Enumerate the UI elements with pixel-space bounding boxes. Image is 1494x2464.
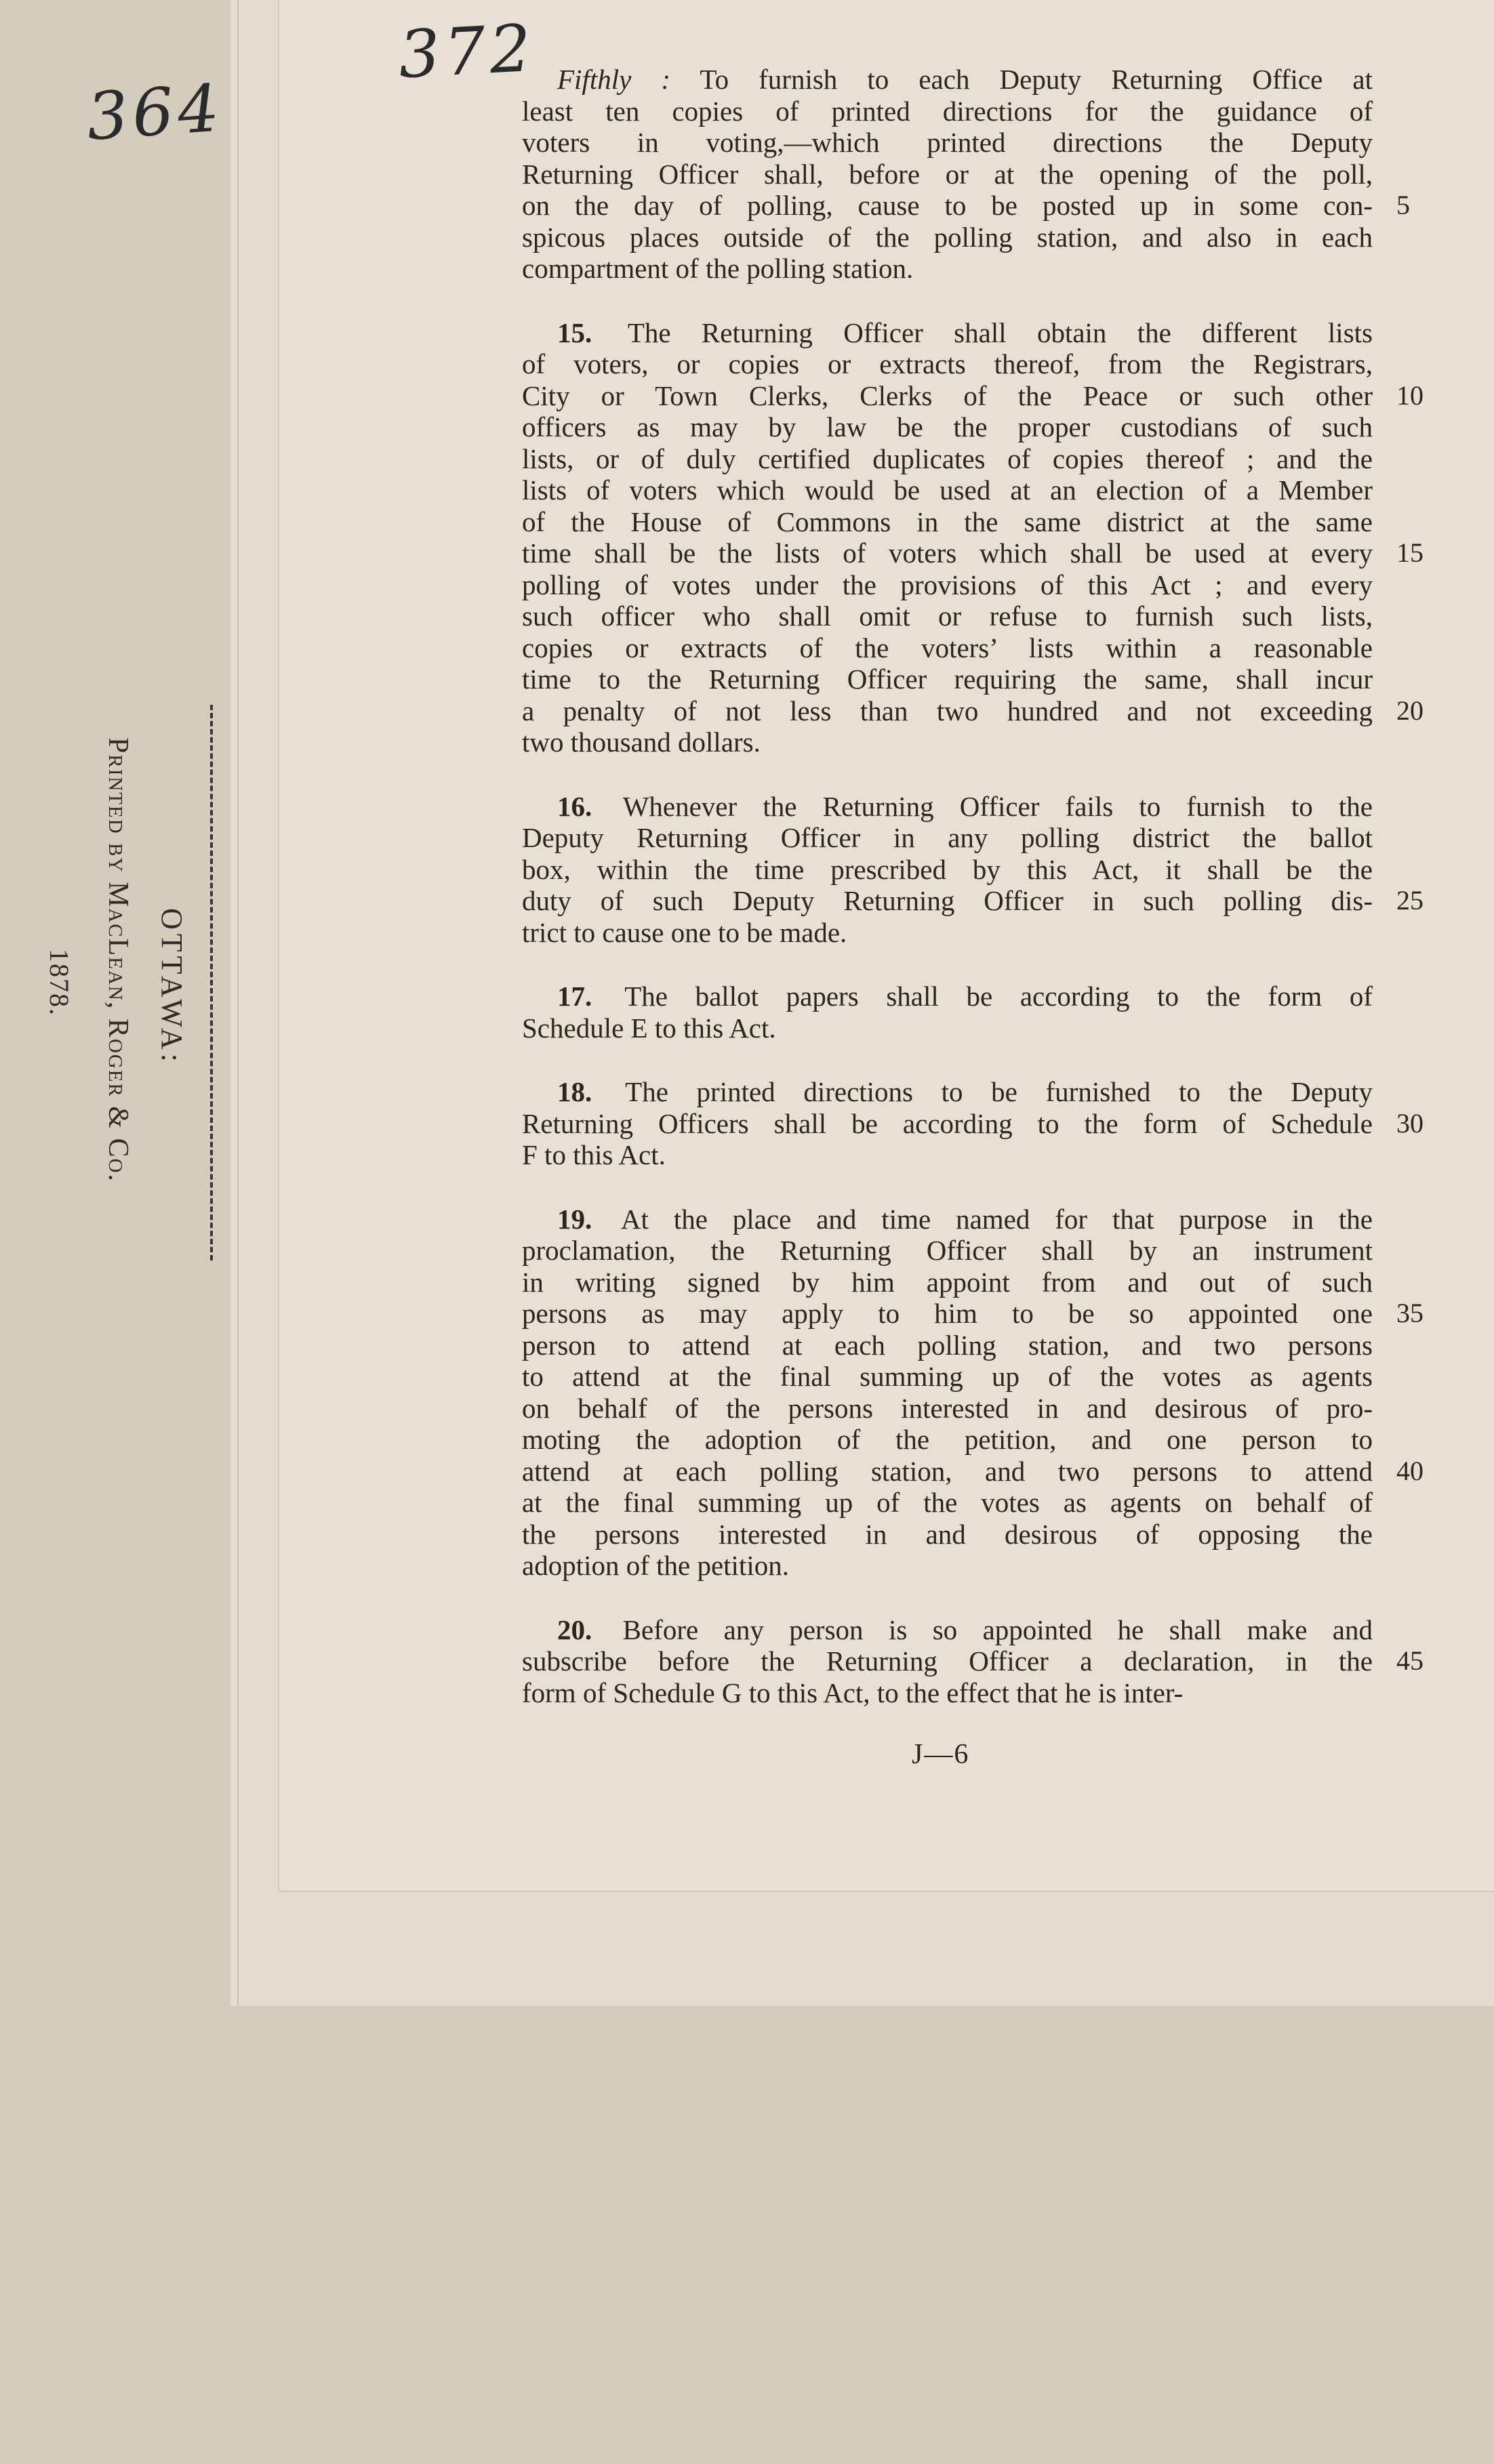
line-text: of voters, or copies or extracts thereof, from the Registrars, <box>522 348 1373 379</box>
section-number: 16. <box>557 790 592 822</box>
line-text: least ten copies of printed directions for the guidance of <box>522 95 1373 127</box>
text-line <box>522 663 1373 695</box>
margin-line-number: 30 <box>1396 1107 1424 1138</box>
line-text: officers as may by law be the proper custodians of such <box>522 411 1373 443</box>
margin-line-number: 25 <box>1396 885 1424 916</box>
text-line <box>522 917 1373 949</box>
line-text: to attend at the final summing up of the votes as agents <box>522 1361 1373 1392</box>
text-line <box>522 1550 1373 1582</box>
line-text: Returning Officers shall be according to the form of Schedule <box>522 1107 1373 1139</box>
imprint-city: OTTAWA: <box>155 908 188 1066</box>
text-line <box>522 1204 1373 1235</box>
margin-line-number: 40 <box>1396 1455 1424 1486</box>
text-line <box>522 632 1373 664</box>
line-text: copies or extracts of the voters’ lists within a reasonable <box>522 632 1373 663</box>
line-text: trict to cause one to be made. <box>522 916 847 948</box>
text-line <box>522 1076 1373 1108</box>
line-text: To furnish to each Deputy Returning Office at <box>700 64 1373 95</box>
text-line <box>522 96 1373 127</box>
section-number: 19. <box>557 1203 592 1235</box>
text-line <box>522 474 1373 506</box>
text-line <box>522 1235 1373 1267</box>
margin-line-number: 20 <box>1396 695 1424 726</box>
margin-line-number: 45 <box>1396 1645 1424 1676</box>
line-text: City or Town Clerks, Clerks of the Peace or such other <box>522 379 1373 411</box>
text-line <box>522 317 1373 349</box>
text-line <box>522 569 1373 601</box>
section-number: 15. <box>557 316 592 348</box>
line-text: persons as may apply to him to be so appointed one <box>522 1298 1373 1329</box>
line-text: duty of such Deputy Returning Officer in such polling dis- <box>522 885 1373 916</box>
line-text: At the place and time named for that purpose in the <box>620 1203 1373 1235</box>
text-line <box>522 791 1373 823</box>
imprint-printer: Printed by MacLean, Roger & Co. <box>102 737 134 1183</box>
line-text: in writing signed by him appoint from and out of such <box>522 1266 1373 1298</box>
line-text: such officer who shall omit or refuse to furnish such lists, <box>522 600 1373 632</box>
line-text: The Returning Officer shall obtain the different lists <box>627 316 1373 348</box>
text-line <box>522 1298 1424 1330</box>
line-text: compartment of the polling station. <box>522 253 914 284</box>
section-paragraph <box>522 790 1424 949</box>
text-line <box>522 379 1424 412</box>
imprint-year: 1878. <box>44 949 75 1017</box>
text-line <box>522 1330 1373 1361</box>
imprint-rule <box>210 705 213 1260</box>
line-text: proclamation, the Returning Officer shall by an instrument <box>522 1235 1373 1266</box>
text-line <box>522 885 1424 917</box>
line-text: lists, or of duly certified duplicates of copies thereof ; and the <box>522 443 1373 474</box>
text-line <box>522 506 1373 538</box>
margin-line-number: 10 <box>1396 379 1424 411</box>
line-text: moting the adoption of the petition, and one person to <box>522 1424 1373 1455</box>
line-text: polling of votes under the provisions of this Act ; and every <box>522 569 1373 600</box>
line-text: Whenever the Returning Officer fails to furnish to the <box>622 790 1373 822</box>
text-line <box>522 854 1373 886</box>
handwritten-folio-secondary: 372 <box>397 9 538 94</box>
line-text: subscribe before the Returning Officer a declaration, in the <box>522 1645 1373 1677</box>
line-text: Returning Officer shall, before or at the opening of the poll, <box>522 158 1373 190</box>
text-line <box>522 1012 1373 1044</box>
text-line <box>522 726 1373 758</box>
margin-line-number: 15 <box>1396 537 1424 568</box>
document-body <box>522 64 1424 1708</box>
text-line <box>522 443 1373 475</box>
text-line <box>522 1393 1373 1424</box>
section-paragraph <box>522 1614 1424 1709</box>
line-text: the persons interested in and desirous of opposing the <box>522 1518 1373 1550</box>
text-line <box>522 1455 1424 1487</box>
line-text: on the day of polling, cause to be posted up in some con- <box>522 190 1373 221</box>
text-line <box>522 64 1373 96</box>
line-text: at the final summing up of the votes as agents on behalf of <box>522 1487 1373 1518</box>
line-text: box, within the time prescribed by this Act, it shall be the <box>522 853 1373 885</box>
text-line <box>522 1614 1373 1646</box>
line-text: The ballot papers shall be according to the form of <box>624 981 1373 1012</box>
line-text: two thousand dollars. <box>522 726 761 758</box>
line-text: person to attend at each polling station, and two persons <box>522 1329 1373 1361</box>
margin-line-number: 5 <box>1396 190 1410 220</box>
signature-mark: J—6 <box>912 1739 970 1770</box>
text-line <box>522 127 1373 159</box>
text-line <box>522 348 1373 380</box>
line-text: Schedule E to this Act. <box>522 1012 776 1044</box>
text-line <box>522 981 1373 1012</box>
margin-line-number: 35 <box>1396 1298 1424 1328</box>
text-line <box>522 411 1373 443</box>
lead-heading: Fifthly : <box>557 64 671 95</box>
line-text: form of Schedule G to this Act, to the effect that he is inter- <box>522 1677 1184 1708</box>
section-paragraph <box>522 1076 1424 1171</box>
section-paragraph <box>522 64 1410 285</box>
text-line <box>522 253 1373 285</box>
text-line <box>522 222 1373 253</box>
handwritten-folio-primary: 364 <box>84 70 226 155</box>
section-number: 17. <box>557 981 592 1012</box>
section-number: 20. <box>557 1614 592 1645</box>
line-text: voters in voting,—which printed directions the Deputy <box>522 127 1373 158</box>
text-line <box>522 537 1424 569</box>
line-text: Deputy Returning Officer in any polling district the ballot <box>522 822 1373 853</box>
text-line <box>522 1487 1373 1519</box>
text-line <box>522 600 1373 632</box>
section-paragraph <box>522 1203 1424 1582</box>
text-line <box>522 695 1424 727</box>
text-line <box>522 822 1373 854</box>
line-text: F to this Act. <box>522 1139 666 1170</box>
text-line <box>522 190 1410 222</box>
section-number: 18. <box>557 1076 592 1107</box>
section-paragraph <box>522 316 1424 758</box>
text-line <box>522 1107 1424 1140</box>
line-text: The printed directions to be furnished to the Deputy <box>625 1076 1373 1107</box>
text-line <box>522 1424 1373 1456</box>
text-line <box>522 1267 1373 1298</box>
line-text: on behalf of the persons interested in and desirous of pro- <box>522 1392 1373 1424</box>
section-paragraph <box>522 981 1373 1044</box>
line-text: lists of voters which would be used at an election of a Member <box>522 474 1373 506</box>
text-line <box>522 1677 1373 1709</box>
line-text: a penalty of not less than two hundred and not exceeding <box>522 695 1373 726</box>
text-line <box>522 1645 1424 1677</box>
text-line <box>522 1139 1373 1171</box>
text-line <box>522 1361 1373 1393</box>
line-text: Before any person is so appointed he shall make and <box>622 1614 1373 1645</box>
printer-imprint <box>44 705 251 1267</box>
text-line <box>522 1519 1373 1551</box>
text-line <box>522 159 1373 190</box>
line-text: spicous places outside of the polling station, and also in each <box>522 221 1373 253</box>
line-text: of the House of Commons in the same district at the same <box>522 506 1373 537</box>
line-text: attend at each polling station, and two persons to attend <box>522 1455 1373 1487</box>
line-text: time to the Returning Officer requiring the same, shall incur <box>522 663 1373 695</box>
line-text: time shall be the lists of voters which shall be used at every <box>522 537 1373 569</box>
line-text: adoption of the petition. <box>522 1550 789 1581</box>
